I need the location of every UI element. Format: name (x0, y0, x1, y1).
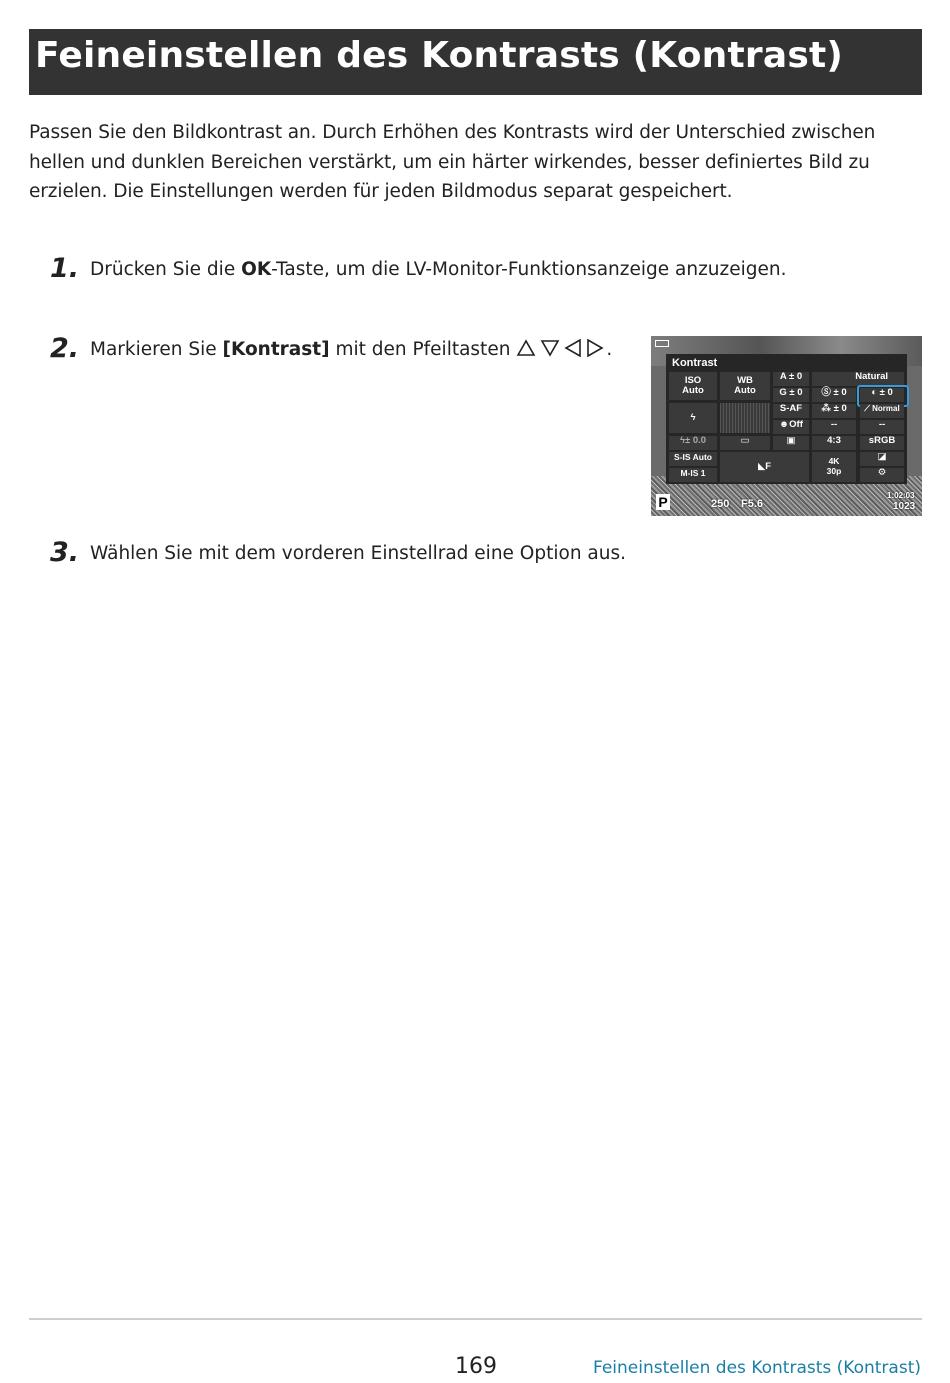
saf-cell: S-AF (773, 404, 809, 418)
saturation-value: ± 0 (833, 403, 847, 414)
remaining-time: 1:02:03 (887, 491, 915, 500)
dash-cell-2: -- (860, 420, 904, 434)
wb-label: WB (737, 375, 753, 386)
saturation-icon: ⁂ (821, 403, 831, 414)
quality-value: F (765, 461, 772, 472)
aspect-cell: 4:3 (812, 436, 856, 450)
mis-number: 1 (700, 468, 706, 478)
flash-comp-cell (669, 436, 717, 450)
face-value: Off (789, 419, 803, 430)
sharpness-icon: Ⓢ (821, 387, 831, 398)
flash-cell (669, 403, 717, 433)
color-space-cell: sRGB (860, 436, 904, 450)
flash-icon: ϟ (690, 412, 696, 423)
ok-key-label: OK (241, 259, 272, 280)
gear-icon: ⚙ (877, 467, 887, 478)
intro-paragraph: Passen Sie den Bildkontrast an. Durch Erhöhen des Kontrasts wird der Unterschied zwischen hellen und dunklen Bereichen verstärkt, um ein härter wirkendes, besser definiertes Bild zu erzielen. Die Einstellungen werden für jeden Bildmodus separat gespeichert. (29, 122, 876, 202)
camera-monitor-screenshot (651, 336, 922, 516)
picture-mode-cell: Natural (812, 372, 904, 386)
step-2-end: . (606, 339, 613, 360)
contrast-value: ± 0 (879, 387, 893, 398)
g-cell: G ± 0 (773, 388, 809, 402)
video-res: 4K (828, 456, 840, 466)
step-3-number: 3. (50, 537, 80, 568)
contrast-icon: ◐ (871, 387, 877, 398)
live-control-panel (666, 354, 907, 484)
page-number: 169 (455, 1354, 497, 1379)
flash-comp-icon: ϟ (679, 435, 685, 446)
step-3-text: Wählen Sie mit dem vorderen Einstellrad eine Option aus. (90, 543, 627, 564)
iso-value: Auto (682, 385, 704, 396)
exposure-icon: ◪ (877, 451, 887, 462)
iso-cell (669, 372, 717, 400)
page-title: Feineinstellen des Kontrasts (Kontrast) (29, 29, 922, 95)
panel-title: Kontrast (672, 357, 718, 369)
sis-cell: S-IS Auto (669, 452, 717, 466)
step-2-number: 2. (50, 333, 80, 364)
large-icon: ◣ (757, 461, 766, 472)
video-fps: 30p (826, 466, 842, 476)
face-icon: ☻ (779, 419, 790, 430)
step-2-pre: Markieren Sie (90, 339, 223, 360)
sharpness-value: ± 0 (833, 387, 847, 398)
shooting-mode: P (656, 494, 670, 510)
step-2-post: mit den Pfeiltasten (329, 339, 517, 360)
shutter-speed: 250 (711, 498, 730, 510)
face-cell (773, 420, 809, 434)
wb-value: Auto (734, 385, 756, 396)
footer-section-link[interactable]: Feineinstellen des Kontrasts (Kontrast) (592, 1358, 921, 1378)
exposure-cell (860, 452, 904, 466)
battery-icon (655, 340, 669, 347)
step-1-pre: Drücken Sie die (90, 259, 242, 280)
step-1-number: 1. (50, 253, 80, 284)
video-cell (812, 452, 856, 482)
drive-cell (720, 436, 770, 450)
arrow-keys-icon (516, 339, 606, 362)
step-1-post: -Taste, um die LV-Monitor-Funktionsanzeige anzuzeigen. (271, 259, 787, 280)
gradation-cell (860, 404, 904, 418)
mis-label: M-IS (680, 468, 699, 478)
quality-cell (720, 452, 809, 482)
aperture: F5.6 (741, 498, 764, 510)
saturation-cell (812, 404, 856, 418)
metering-cell (773, 436, 809, 450)
mis-cell (669, 468, 717, 482)
dash-cell-1: -- (812, 420, 856, 434)
step-2-text (90, 339, 612, 362)
af-area-cell (720, 403, 770, 433)
gradation-icon: ⟋ (864, 404, 870, 413)
iso-label: ISO (684, 375, 702, 386)
flash-comp-value: ± 0.0 (684, 435, 707, 446)
gradation-value: Normal (872, 404, 900, 413)
sharpness-cell (812, 388, 856, 402)
metering-icon: ▣ (786, 435, 796, 446)
single-frame-icon: ▭ (740, 435, 750, 446)
settings-cell (860, 468, 904, 482)
kontrast-label: [Kontrast] (222, 339, 330, 360)
step-1-text (90, 259, 786, 280)
a-cell: A ± 0 (773, 372, 809, 386)
wb-cell (720, 372, 770, 400)
footer-divider (29, 1318, 922, 1320)
remaining-shots: 1023 (893, 501, 916, 512)
